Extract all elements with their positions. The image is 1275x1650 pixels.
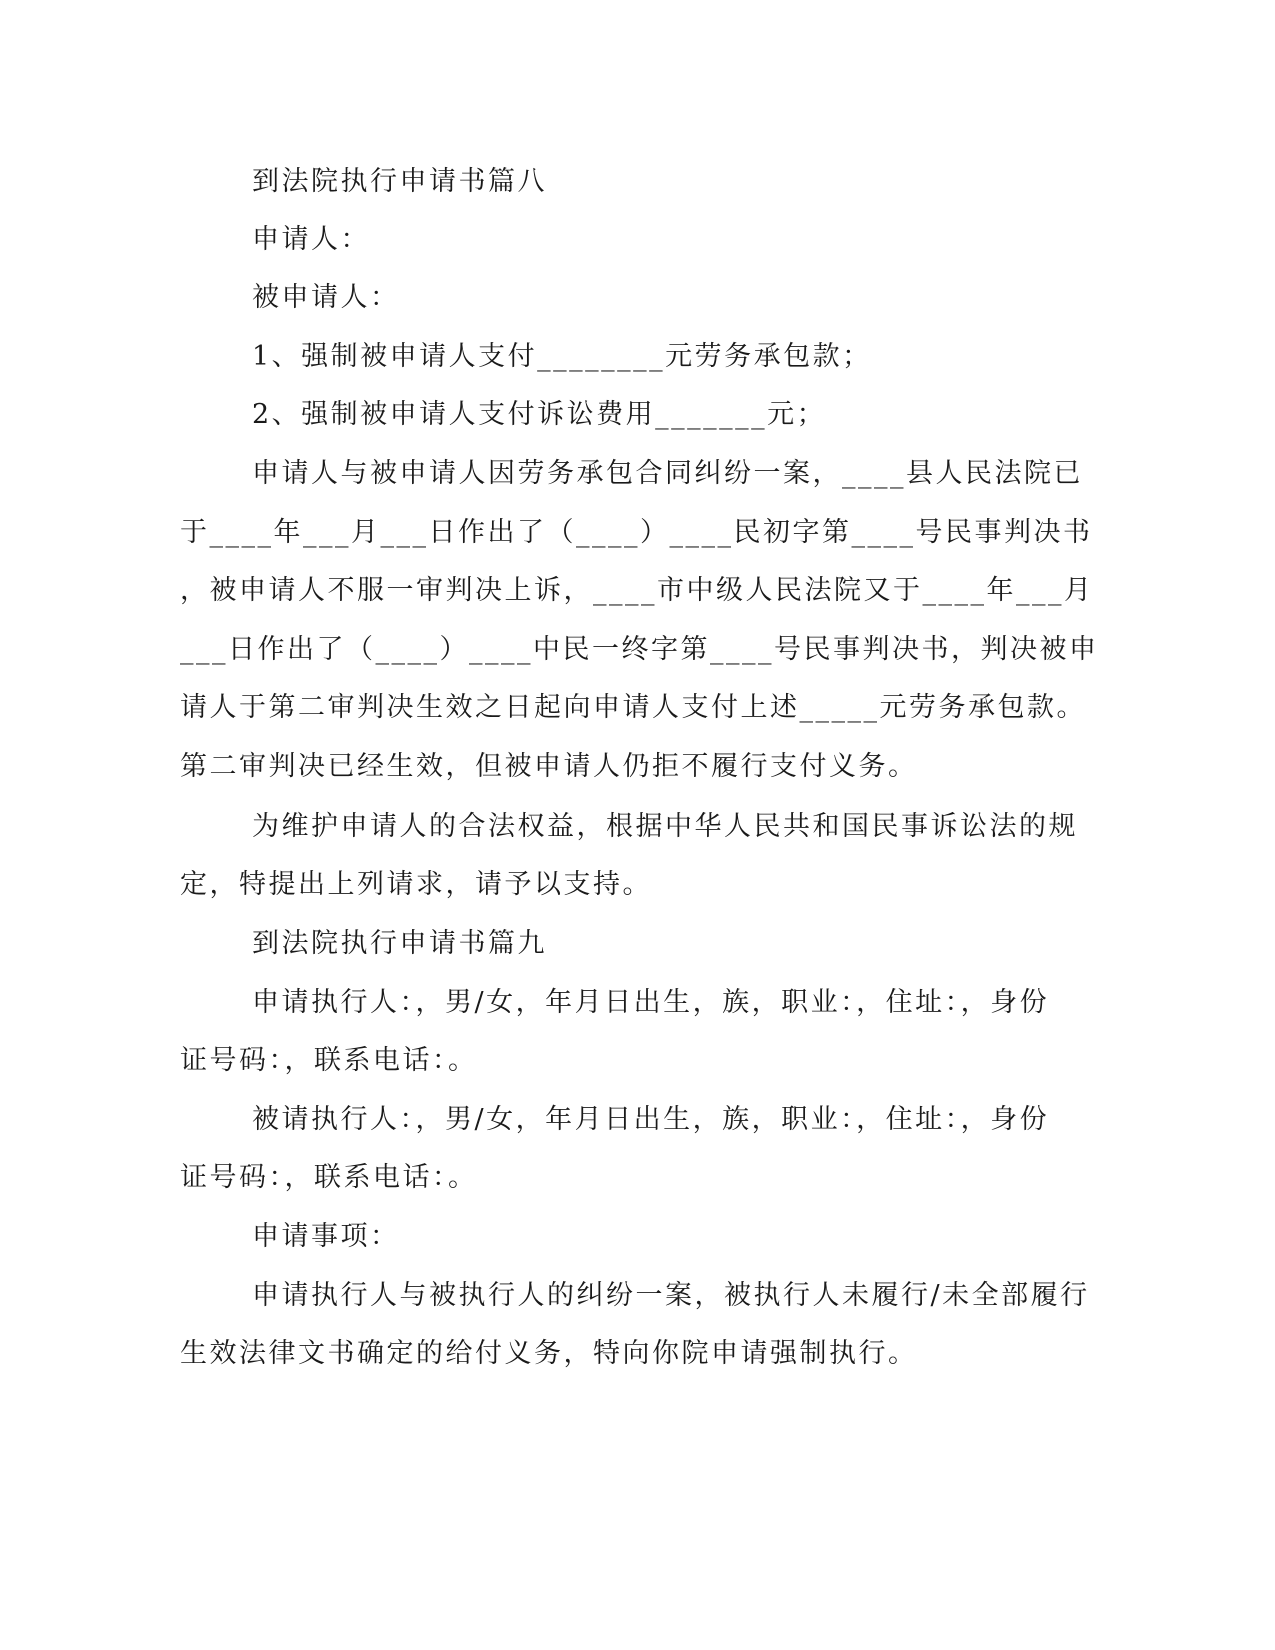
executed-party-line-2: 证号码：，联系电话：。 <box>180 1162 478 1193</box>
matters-paragraph-line-1: 申请执行人与被执行人的纠纷一案，被执行人未履行/未全部履行 <box>252 1280 1090 1311</box>
applicant-line: 申请人： <box>252 224 370 255</box>
matters-heading: 申请事项： <box>252 1221 400 1252</box>
executing-applicant-line-2: 证号码：，联系电话：。 <box>180 1045 478 1076</box>
executing-applicant-line-1: 申请执行人：，男/女，年月日出生，族，职业：，住址：，身份 <box>252 987 1050 1018</box>
request-item-2: 2、强制被申请人支付诉讼费用_______元； <box>252 399 827 430</box>
basis-paragraph-line-1: 为维护申请人的合法权益，根据中华人民共和国民事诉讼法的规 <box>252 811 1078 842</box>
facts-paragraph-line-5: 请人于第二审判决生效之日起向申请人支付上述_____元劳务承包款。 <box>180 692 1086 723</box>
facts-paragraph-line-3: ，被申请人不服一审判决上诉，____市中级人民法院又于____年___月 <box>180 575 1094 606</box>
request-item-1: 1、强制被申请人支付________元劳务承包款； <box>252 341 872 372</box>
section-heading-8: 到法院执行申请书篇八 <box>252 166 547 197</box>
facts-paragraph-line-6: 第二审判决已经生效，但被申请人仍拒不履行支付义务。 <box>180 751 918 782</box>
facts-paragraph-line-2: 于____年___月___日作出了（____）____民初字第____号民事判决书 <box>180 517 1093 548</box>
matters-paragraph-line-2: 生效法律文书确定的给付义务，特向你院申请强制执行。 <box>180 1338 918 1369</box>
facts-paragraph-line-1: 申请人与被申请人因劳务承包合同纠纷一案，____县人民法院已 <box>252 458 1083 489</box>
executed-party-line-1: 被请执行人：，男/女，年月日出生，族，职业：，住址：，身份 <box>252 1104 1050 1135</box>
basis-paragraph-line-2: 定，特提出上列请求，请予以支持。 <box>180 869 652 900</box>
respondent-line: 被申请人： <box>252 282 400 313</box>
section-heading-9: 到法院执行申请书篇九 <box>252 928 547 959</box>
facts-paragraph-line-4: ___日作出了（____）____中民一终字第____号民事判决书，判决被申 <box>180 634 1099 665</box>
